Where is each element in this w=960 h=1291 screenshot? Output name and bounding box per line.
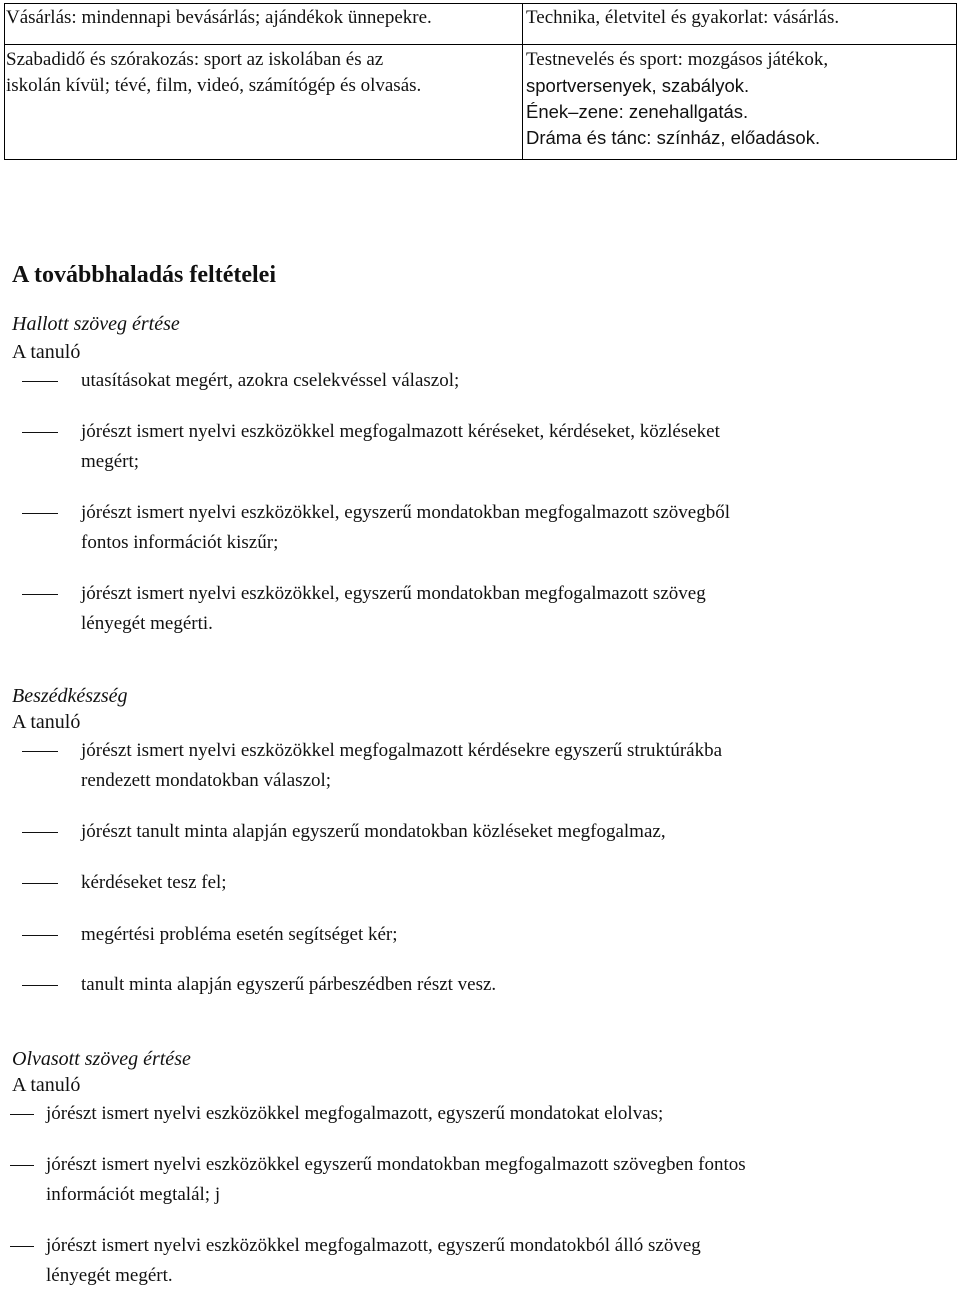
dash-bullet — [22, 832, 58, 833]
list-item-line: rendezett mondatokban válaszol; — [81, 770, 332, 791]
table-cell-line: iskolán kívül; tévé, film, videó, számítógép és olvasás. — [6, 75, 422, 96]
list-item-line: tanult minta alapján egyszerű párbeszédben részt vesz. — [81, 974, 497, 995]
table-cell-line: sportversenyek, szabályok. — [526, 75, 750, 96]
list-item-line: jórészt ismert nyelvi eszközökkel megfogalmazott, egyszerű mondatokból álló szöveg — [46, 1235, 701, 1256]
list-item-line: jórészt ismert nyelvi eszközökkel, egyszerű mondatokban megfogalmazott szövegből — [81, 502, 730, 523]
dash-bullet — [10, 1114, 34, 1115]
table-cell-line: Technika, életvitel és gyakorlat: vásárlás. — [526, 7, 840, 28]
section-intro: A tanuló — [12, 341, 81, 363]
section-title-listening: Hallott szöveg értése — [12, 313, 180, 335]
table-cell-row2-right — [526, 47, 828, 151]
list-item-line: jórészt ismert nyelvi eszközökkel megfogalmazott kérdésekre egyszerű struktúrákba — [81, 740, 723, 761]
dash-bullet — [22, 985, 58, 986]
table-cell-line: Ének–zene: zenehallgatás. — [526, 101, 749, 122]
list-item-line: jórészt ismert nyelvi eszközökkel megfogalmazott kéréseket, kérdéseket, közléseket — [81, 421, 720, 442]
section-title-speaking: Beszédkészség — [12, 685, 128, 707]
section-intro: A tanuló — [12, 711, 81, 733]
dash-bullet — [22, 883, 58, 884]
list-item-line: információt megtalál; j — [46, 1184, 221, 1205]
section-intro: A tanuló — [12, 1074, 81, 1096]
list-item-line: jórészt tanult minta alapján egyszerű mondatokban közléseket megfogalmaz, — [81, 821, 666, 842]
list-item-line: lényegét megért. — [46, 1265, 173, 1286]
section-title-reading: Olvasott szöveg értése — [12, 1048, 191, 1070]
table-row-divider — [5, 44, 956, 45]
table-cell-row2-left — [6, 47, 421, 99]
table-cell-row1-right — [526, 5, 839, 31]
table-column-divider — [522, 4, 523, 159]
dash-bullet — [10, 1246, 34, 1247]
dash-bullet — [22, 432, 58, 433]
list-item-line: utasításokat megért, azokra cselekvéssel válaszol; — [81, 370, 460, 391]
list-item-line: jórészt ismert nyelvi eszközökkel, egyszerű mondatokban megfogalmazott szöveg — [81, 583, 706, 604]
list-item-line: megértési probléma esetén segítséget kér; — [81, 924, 398, 945]
list-item-line: megért; — [81, 451, 140, 472]
dash-bullet — [22, 594, 58, 595]
list-item-line: fontos információt kiszűr; — [81, 532, 279, 553]
list-item-line: jórészt ismert nyelvi eszközökkel megfogalmazott, egyszerű mondatokat elolvas; — [46, 1103, 664, 1124]
dash-bullet — [22, 751, 58, 752]
dash-bullet — [10, 1165, 34, 1166]
dash-bullet — [22, 513, 58, 514]
list-item-line: lényegét megérti. — [81, 613, 213, 634]
table-cell-line: Vásárlás: mindennapi bevásárlás; ajándékok ünnepekre. — [6, 7, 432, 28]
table-cell-row1-left — [6, 5, 432, 31]
dash-bullet — [22, 935, 58, 936]
page-heading: A továbbhaladás feltételei — [12, 262, 276, 288]
list-item-line: kérdéseket tesz fel; — [81, 872, 227, 893]
table-cell-line: Dráma és tánc: színház, előadások. — [526, 127, 821, 148]
table-cell-line: Testnevelés és sport: mozgásos játékok, — [526, 49, 829, 70]
table-cell-line: Szabadidő és szórakozás: sport az iskolában és az — [6, 49, 384, 70]
dash-bullet — [22, 381, 58, 382]
list-item-line: jórészt ismert nyelvi eszközökkel egyszerű mondatokban megfogalmazott szövegben fontos — [46, 1154, 746, 1175]
